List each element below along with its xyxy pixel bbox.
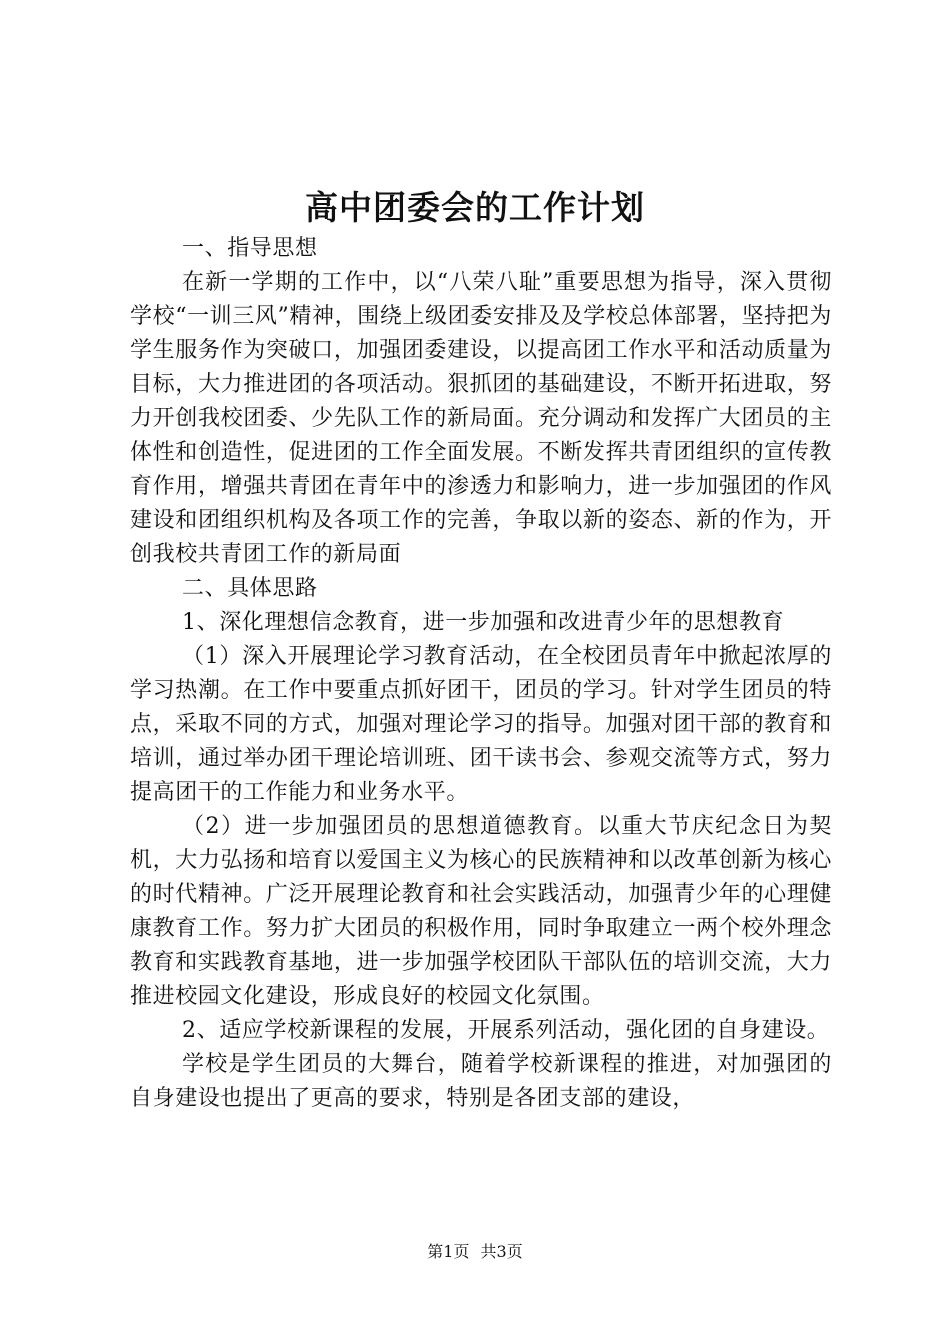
section-heading-guiding-ideology: 一、指导思想 [182,236,318,261]
section-heading-specific-ideas: 二、具体思路 [182,576,318,601]
paragraph-guiding-ideology: 在新一学期的工作中，以“八荣八耻”重要思想为指导，深入贯彻学校“一训三风”精神，围绕上级团委安排及及学校总体部署，坚持把为学生服务作为突破口，加强团委建设，以提高团工作水平和活动质量为目标，大力推进团的各项活动。狠抓团的基础建设，不断开拓进取，努力开创我校团委、少先队工作的新局面。充分调动和发挥广大团员的主体性和创造性，促进团的工作全面发展。不断发挥共青团组织的宣传教育作用，增强共青团在青年中的渗透力和影响力，进一步加强团的作风建设和团组织机构及各项工作的完善，争取以新的姿态、新的作为，开创我校共青团工作的新局面 [130,270,832,567]
subheading-new-curriculum: 2、适应学校新课程的发展，开展系列活动，强化团的自身建设。 [182,1018,830,1043]
paragraph-theory-study: （1）深入开展理论学习教育活动，在全校团员青年中掀起浓厚的学习热潮。在工作中要重点抓好团干，团员的学习。针对学生团员的特点，采取不同的方式，加强对理论学习的指导。加强对团干部的教育和培训，通过举办团干理论培训班、团干读书会、参观交流等方式，努力提高团干的工作能力和业务水平。 [130,644,832,805]
page-number: 第1页 [427,1242,470,1261]
paragraph-moral-education: （2）进一步加强团员的思想道德教育。以重大节庆纪念日为契机，大力弘扬和培育以爱国主义为核心的民族精神和以改革创新为核心的时代精神。广泛开展理论教育和社会实践活动，加强青少年的心理健康教育工作。努力扩大团员的积极作用，同时争取建立一两个校外理念教育和实践教育基地，进一步加强学校团队干部队伍的培训交流，大力推进校园文化建设，形成良好的校园文化氛围。 [130,814,832,1009]
paragraph-school-stage: 学校是学生团员的大舞台，随着学校新课程的推进，对加强团的自身建设也提出了更高的要求，特别是各团支部的建设， [130,1052,832,1111]
document-body [130,232,832,1116]
document-title: 高中团委会的工作计划 [305,188,645,227]
page-total: 共3页 [480,1242,523,1261]
page-footer [0,1240,950,1264]
subheading-ideal-belief-education: 1、深化理想信念教育，进一步加强和改进青少年的思想教育 [182,610,785,635]
